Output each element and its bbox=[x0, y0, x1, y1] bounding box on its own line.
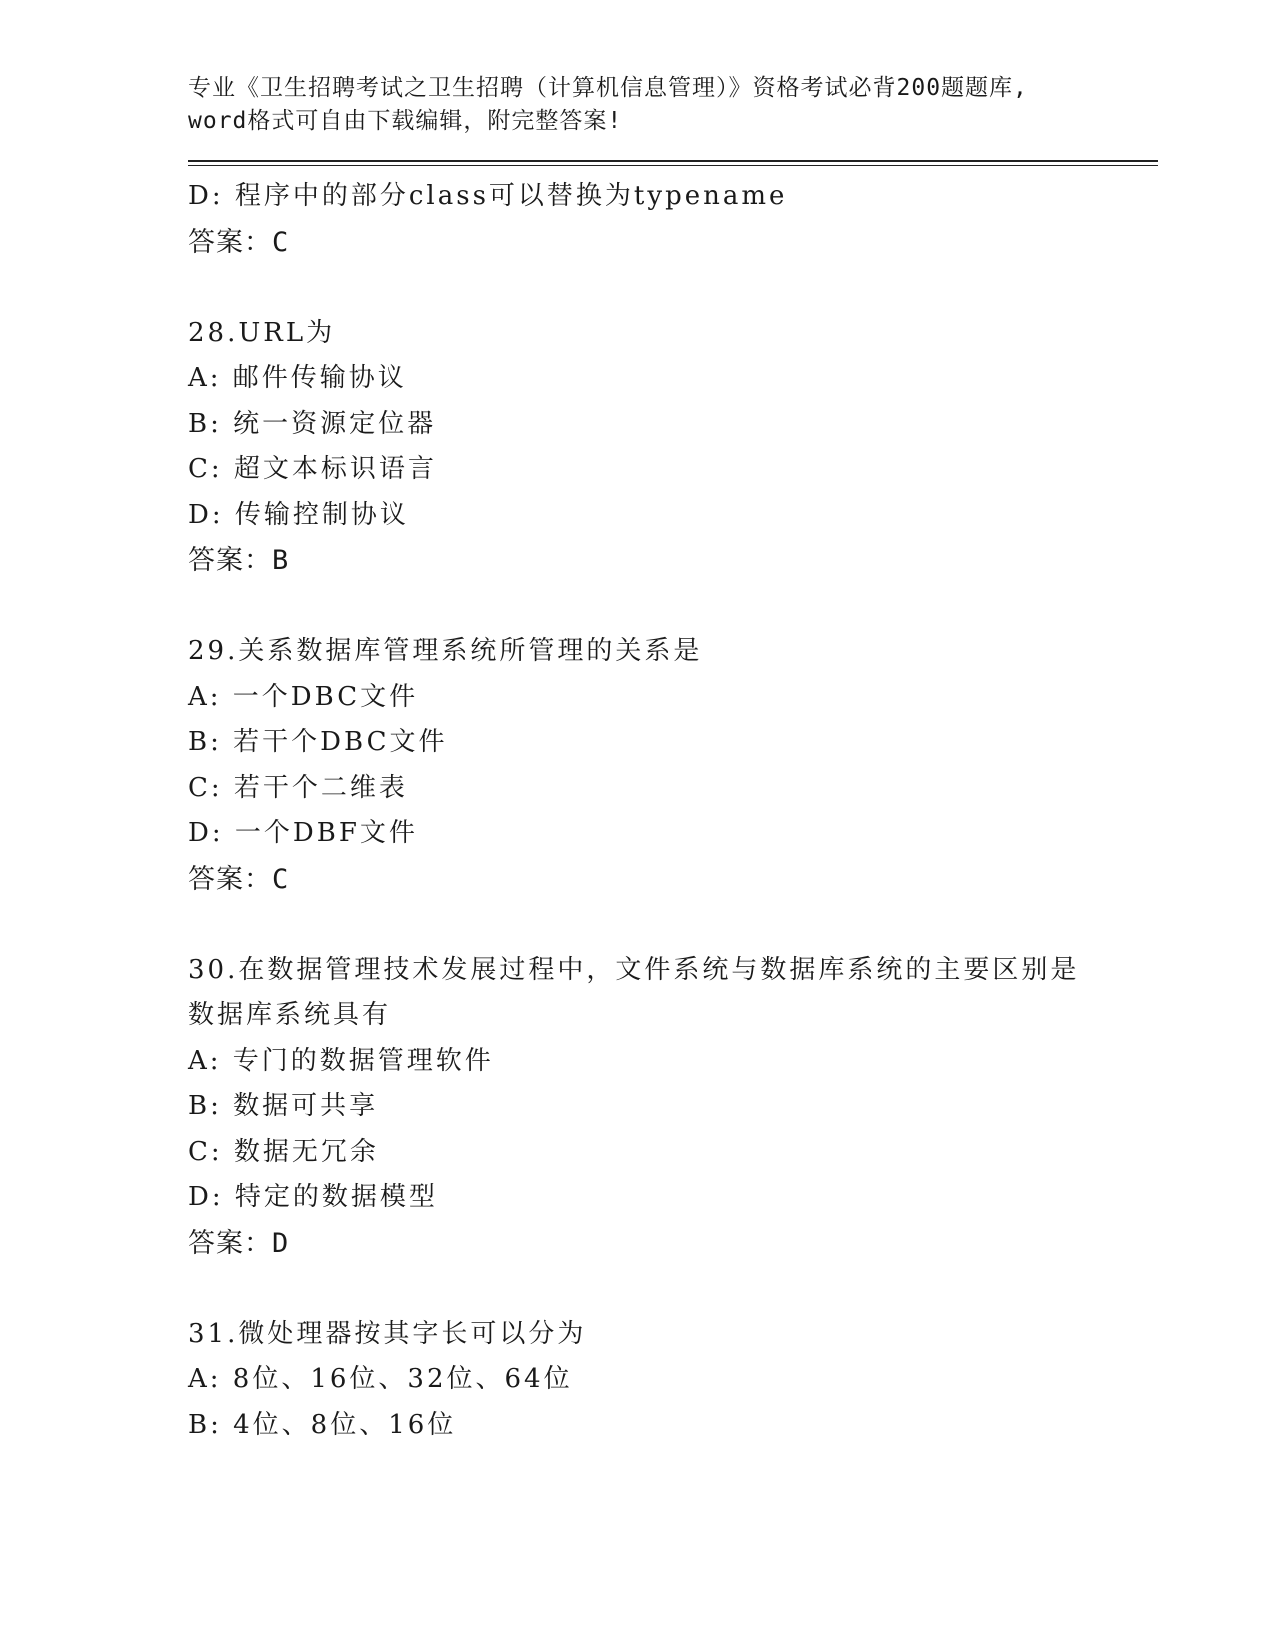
option-b: B: 4位、8位、16位 bbox=[188, 1409, 457, 1440]
question-block-27-tail bbox=[188, 174, 1158, 265]
answer-line: 答案：B bbox=[188, 545, 290, 576]
question-text: 28.URL为 bbox=[188, 317, 336, 348]
question-text: 31.微处理器按其字长可以分为 bbox=[188, 1318, 587, 1349]
spacer bbox=[188, 584, 1158, 630]
option-d: D: 一个DBF文件 bbox=[188, 818, 418, 848]
header-title-line-1: 专业《卫生招聘考试之卫生招聘（计算机信息管理）》资格考试必背200题题库, bbox=[188, 75, 1028, 101]
document-page bbox=[188, 72, 1158, 1448]
question-text-line-1: 30.在数据管理技术发展过程中，文件系统与数据库系统的主要区别是 bbox=[188, 954, 1080, 985]
answer-line: 答案：C bbox=[188, 863, 290, 895]
option-d: D: 传输控制协议 bbox=[188, 499, 409, 530]
option-a: A: 邮件传输协议 bbox=[188, 363, 407, 393]
option-b: B: 若干个DBC文件 bbox=[188, 727, 448, 757]
option-a: A: 一个DBC文件 bbox=[188, 681, 419, 712]
option-d: D: 特定的数据模型 bbox=[188, 1182, 438, 1212]
question-text-line-2: 数据库系统具有 bbox=[188, 1000, 392, 1030]
spacer bbox=[188, 902, 1158, 948]
spacer bbox=[188, 265, 1158, 311]
question-block-28 bbox=[188, 311, 1158, 584]
option-d: D: 程序中的部分class可以替换为typename bbox=[188, 181, 788, 211]
option-b: B: 统一资源定位器 bbox=[188, 408, 437, 439]
header-divider bbox=[188, 160, 1158, 166]
question-text: 29.关系数据库管理系统所管理的关系是 bbox=[188, 636, 703, 666]
question-block-30 bbox=[188, 948, 1158, 1267]
option-a: A: 专门的数据管理软件 bbox=[188, 1045, 494, 1076]
spacer bbox=[188, 1266, 1158, 1312]
option-b: B: 数据可共享 bbox=[188, 1091, 379, 1121]
question-block-31 bbox=[188, 1312, 1158, 1449]
option-c: C: 数据无冗余 bbox=[188, 1136, 379, 1167]
document-header bbox=[188, 72, 1158, 138]
option-c: C: 超文本标识语言 bbox=[188, 454, 437, 484]
header-title-line-2: word格式可自由下载编辑，附完整答案! bbox=[188, 108, 623, 134]
answer-line: 答案：C bbox=[188, 226, 290, 258]
option-c: C: 若干个二维表 bbox=[188, 772, 408, 803]
option-a: A: 8位、16位、32位、64位 bbox=[188, 1364, 573, 1394]
question-block-29 bbox=[188, 629, 1158, 902]
answer-line: 答案：D bbox=[188, 1227, 290, 1259]
question-list bbox=[188, 174, 1158, 1448]
